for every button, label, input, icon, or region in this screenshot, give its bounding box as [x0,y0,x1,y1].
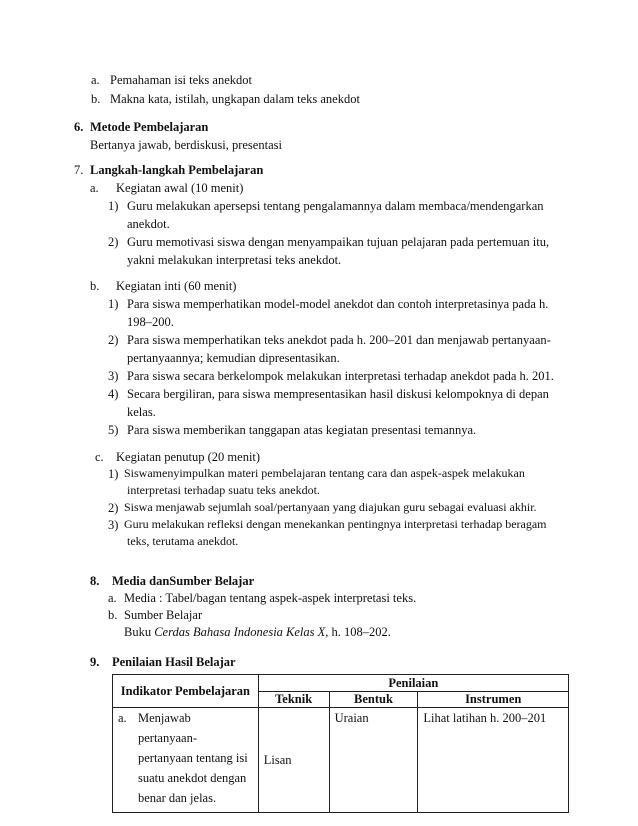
indikator-line: pertanyaan tentang isi [138,751,248,765]
list-marker: b. [91,92,101,106]
sub-heading: Kegiatan penutup (20 menit) [116,450,261,464]
step-number: 4) [108,387,119,401]
indikator-line: suatu anekdot dengan [138,771,247,785]
step-text: Para siswa memperhatikan teks anekdot pada h. 200–201 dan menjawab pertanyaan- [127,333,551,347]
sub-marker: c. [95,450,104,464]
sub-marker: a. [90,181,99,195]
row-marker: a. [118,711,127,725]
book-title: Cerdas Bahasa Indonesia Kelas X, [154,625,329,639]
book-prefix: Buku [124,625,155,639]
indikator-line: benar dan jelas. [138,791,217,805]
sub-marker: a. [108,591,117,605]
section-heading: Metode Pembelajaran [90,120,209,134]
step-text: Guru melakukan apersepsi tentang pengalamannya dalam membaca/mendengarkan [127,199,544,213]
step-number: 3) [108,518,119,532]
table-row [113,708,569,813]
sub-marker: b. [90,279,100,293]
section-number: 7. [74,163,84,177]
instrumen-cell: Lihat latihan h. 200–201 [418,708,569,813]
step-number: 3) [108,369,119,383]
step-text: interpretasi terhadap suatu teks anekdot. [127,483,320,497]
header-bentuk: Bentuk [329,692,418,708]
step-number: 1) [108,467,119,481]
assessment-table [112,674,569,813]
sub-marker: b. [108,608,118,622]
teknik-cell: Lisan [258,708,329,813]
step-text: Guru memotivasi siswa dengan menyampaikan tujuan pelajaran pada pertemuan itu, [127,235,550,249]
list-item: Makna kata, istilah, ungkapan dalam teks anekdot [110,92,360,106]
step-number: 2) [108,333,119,347]
header-indikator: Indikator Pembelajaran [113,675,259,708]
step-text: Guru melakukan refleksi dengan menekankan pentingnya interpretasi terhadap beragam [124,517,547,531]
step-text: Siswa menjawab sejumlah soal/pertanyaan yang diajukan guru sebagai evaluasi akhir. [124,500,537,514]
step-text: kelas. [127,405,156,419]
step-text: 198–200. [127,315,174,329]
section-heading: Langkah-langkah Pembelajaran [90,163,264,177]
source-heading: Sumber Belajar [124,608,203,622]
step-number: 1) [108,199,119,213]
section-number: 8. [90,574,100,588]
step-text: Siswamenyimpulkan materi pembelajaran tentang cara dan aspek-aspek melakukan [124,466,525,480]
section-number: 6. [74,120,84,134]
step-text: Secara bergiliran, para siswa mempresentasikan hasil diskusi kelompoknya di depan [127,387,549,401]
header-teknik: Teknik [258,692,329,708]
step-text: anekdot. [127,217,170,231]
step-text: yakni melakukan interpretasi teks anekdot. [127,253,342,267]
bentuk-cell: Uraian [329,708,418,813]
section-heading: Media danSumber Belajar [112,574,255,588]
step-text: Para siswa secara berkelompok melakukan interpretasi terhadap anekdot pada h. 201. [127,369,554,383]
book-pages: h. 108–202. [328,625,391,639]
step-text: Para siswa memperhatikan model-model anekdot dan contoh interpretasinya pada h. [127,297,549,311]
step-text: pertanyaannya; kemudian dipresentasikan. [127,351,340,365]
book-reference [124,625,391,639]
step-text: teks, terutama anekdot. [127,534,239,548]
indikator-cell [113,708,259,813]
section-number: 9. [90,655,100,669]
step-number: 5) [108,423,119,437]
step-number: 1) [108,297,119,311]
list-item: Pemahaman isi teks anekdot [110,73,252,87]
sub-heading: Kegiatan awal (10 menit) [116,181,244,195]
list-marker: a. [91,73,100,87]
header-instrumen: Instrumen [418,692,569,708]
indikator-line: Menjawab [138,711,191,725]
sub-heading: Kegiatan inti (60 menit) [116,279,237,293]
step-text: Para siswa memberikan tanggapan atas kegiatan presentasi temannya. [127,423,477,437]
section-body: Bertanya jawab, berdiskusi, presentasi [90,138,282,152]
step-number: 2) [108,501,119,515]
header-penilaian: Penilaian [258,675,568,692]
step-number: 2) [108,235,119,249]
section-heading: Penilaian Hasil Belajar [112,655,236,669]
indikator-line: pertanyaan- [138,731,197,745]
media-text: Media : Tabel/bagan tentang aspek-aspek interpretasi teks. [124,591,417,605]
